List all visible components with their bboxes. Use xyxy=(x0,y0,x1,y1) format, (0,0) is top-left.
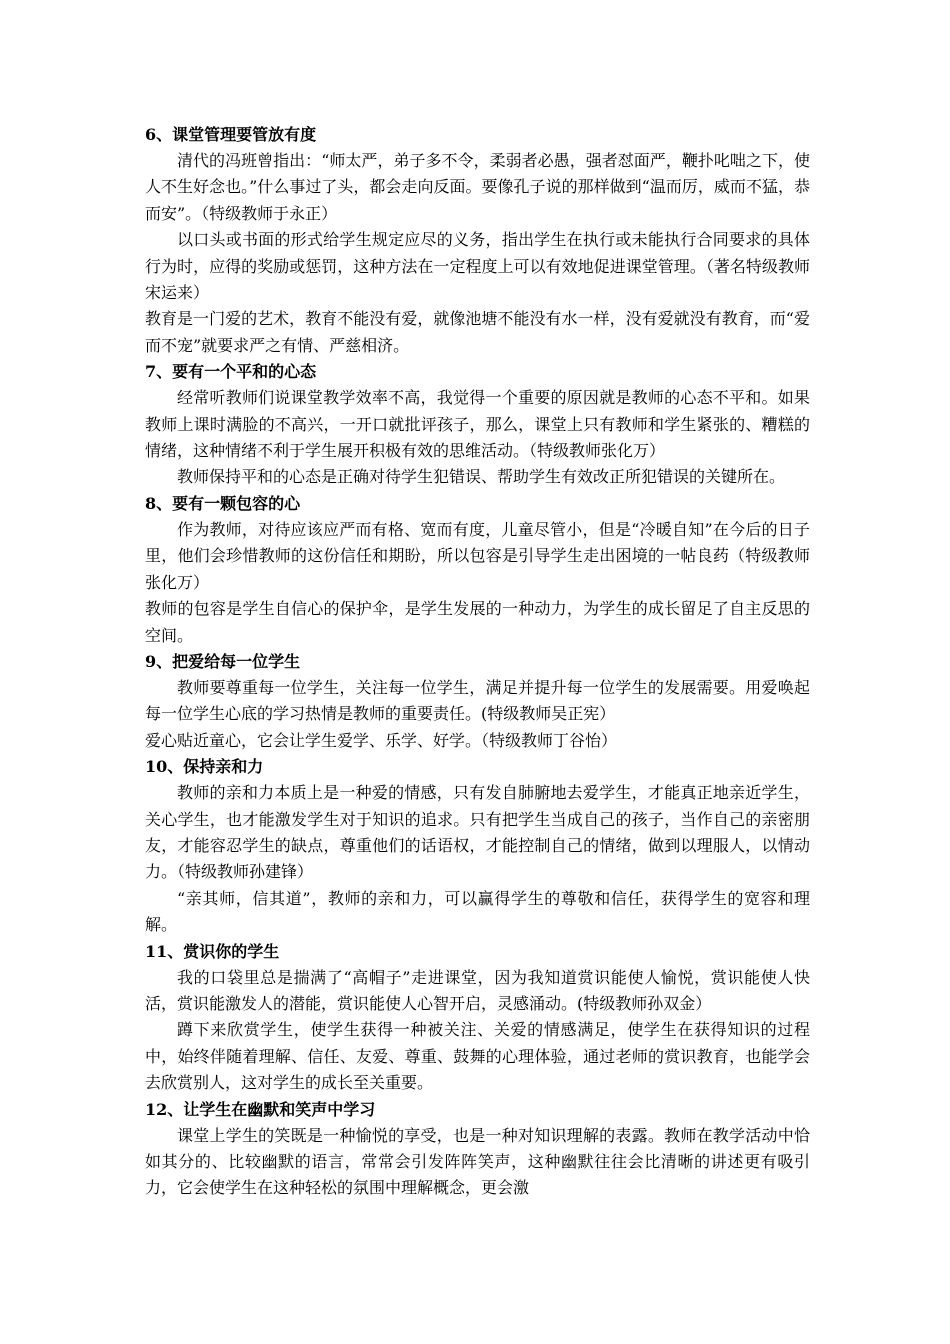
paragraph: 我的口袋里总是揣满了“高帽子”走进课堂，因为我知道赏识能使人愉悦，赏识能使人快活，赏识能激发人的潜能，赏识能使人心智开启，灵感涌动。(特级教师孙双金） xyxy=(145,967,810,1013)
paragraph: “亲其师，信其道”，教师的亲和力，可以赢得学生的尊敬和信任，获得学生的宽容和理解。 xyxy=(145,888,810,935)
section-heading: 11、赏识你的学生 xyxy=(145,941,280,961)
section-12 xyxy=(145,1097,810,1202)
paragraph: 清代的冯班曾指出：“师太严，弟子多不令，柔弱者必愚，强者怼面严，鞭扑叱咄之下，使人不生好念也。”什么事过了头，都会走向反面。要像孔子说的那样做到“温而厉，威而不猛，恭而安”。（特级教师于永正） xyxy=(145,151,810,223)
paragraph: 教师要尊重每一位学生，关注每一位学生，满足并提升每一位学生的发展需要。用爱唤起每一位学生心底的学习热情是教师的重要责任。(特级教师吴正宪） xyxy=(145,677,810,724)
paragraph: 蹲下来欣赏学生，使学生获得一种被关注、关爱的情感满足，使学生在获得知识的过程中，始终伴随着理解、信任、友爱、尊重、鼓舞的心理体验，通过老师的赏识教育，也能学会去欣赏别人，这对学生的成长至关重要。 xyxy=(145,1020,810,1093)
section-6 xyxy=(145,122,827,359)
section-11 xyxy=(145,939,810,1097)
section-10 xyxy=(145,754,810,938)
document-content xyxy=(145,122,827,1202)
section-heading: 10、保持亲和力 xyxy=(145,757,264,777)
paragraph: 教师的亲和力本质上是一种爱的情感，只有发自肺腑地去爱学生，才能真正地亲近学生，关心学生，也才能激发学生对于知识的追求。只有把学生当成自己的孩子，当作自己的亲密朋友，才能容忍学生的缺点，尊重他们的话语权，才能控制自己的情绪，做到以理服人，以情动力。（特级教师孙建锋） xyxy=(145,783,810,882)
paragraph: 教师保持平和的心态是正确对待学生犯错误、帮助学生有效改正所犯错误的关键所在。 xyxy=(177,467,786,487)
section-heading: 7、要有一个平和的心态 xyxy=(145,362,317,382)
section-heading: 8、要有一颗包容的心 xyxy=(145,493,301,513)
section-heading: 12、让学生在幽默和笑声中学习 xyxy=(145,1099,376,1119)
section-8 xyxy=(145,491,810,649)
section-7 xyxy=(145,359,810,491)
paragraph: 经常听教师们说课堂教学效率不高，我觉得一个重要的原因就是教师的心态不平和。如果教师上课时满脸的不高兴，一开口就批评孩子，那么，课堂上只有教师和学生紧张的、糟糕的情绪，这种情绪不利于学生展开积极有效的思维活动。（特级教师张化万） xyxy=(145,388,810,461)
section-9 xyxy=(145,649,810,754)
section-heading: 6、课堂管理要管放有度 xyxy=(145,125,317,144)
paragraph: 以口头或书面的形式给学生规定应尽的义务，指出学生在执行或未能执行合同要求的具体行为时，应得的奖励或惩罚，这种方法在一定程度上可以有效地促进课堂管理。（著名特级教师 宋运来） xyxy=(145,230,827,303)
paragraph: 作为教师，对待应该应严而有格、宽而有度，儿童尽管小，但是“冷暖自知”在今后的日子里，他们会珍惜教师的这份信任和期盼，所以包容是引导学生走出困境的一帖良药（特级教师张化万） xyxy=(145,519,810,592)
paragraph: 教育是一门爱的艺术，教育不能没有爱，就像池塘不能没有水一样，没有爱就没有教育，而“爱而不宠”就要求严之有情、严慈相济。 xyxy=(145,309,810,355)
paragraph: 教师的包容是学生自信心的保护伞，是学生发展的一种动力，为学生的成长留足了自主反思的空间。 xyxy=(145,599,810,645)
paragraph: 爱心贴近童心，它会让学生爱学、乐学、好学。（特级教师丁谷怡） xyxy=(145,730,618,750)
section-heading: 9、把爱给每一位学生 xyxy=(145,651,301,671)
paragraph: 课堂上学生的笑既是一种愉悦的享受，也是一种对知识理解的表露。教师在教学活动中恰如其分的、比较幽默的语言，常常会引发阵阵笑声，这种幽默往往会比清晰的讲述更有吸引力，它会使学生在这种轻松的氛围中理解概念，更会激 xyxy=(145,1125,810,1198)
